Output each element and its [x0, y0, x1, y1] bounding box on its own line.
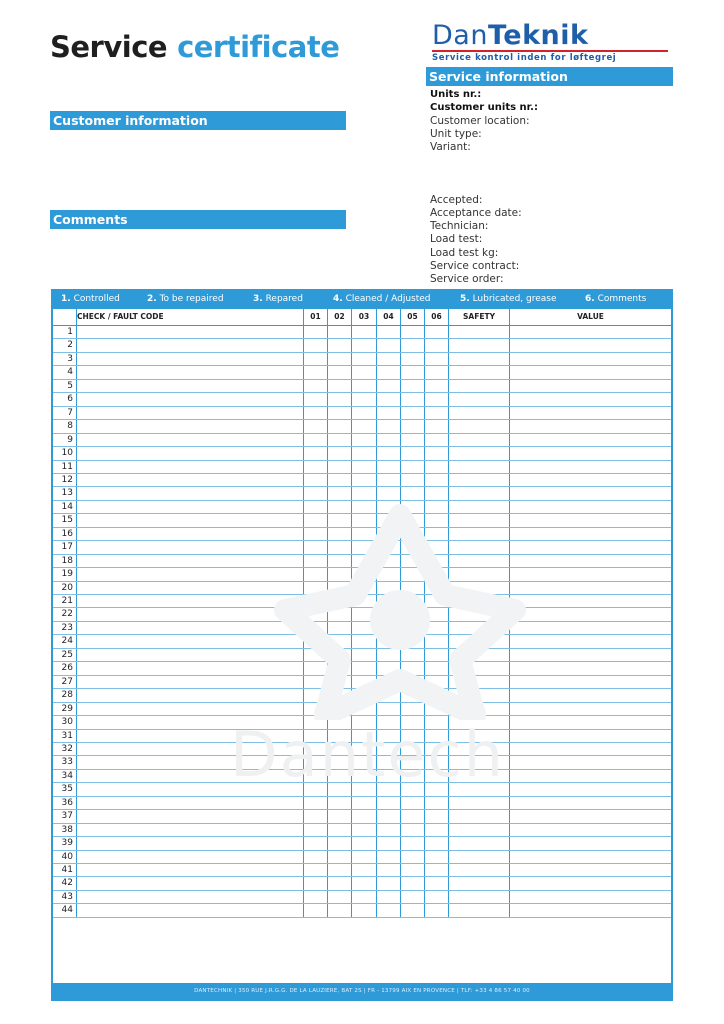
- table-row-divider: [53, 433, 671, 434]
- field-customer-location: Customer location:: [430, 115, 530, 127]
- table-row-divider: [53, 648, 671, 649]
- table-row-number: 41: [61, 865, 73, 875]
- table-column-divider: [351, 308, 352, 918]
- comments-heading: Comments: [50, 210, 346, 229]
- logo-tagline: Service kontrol inden for løftegrej: [432, 53, 617, 63]
- table-row-divider: [53, 850, 671, 851]
- table-row-divider: [53, 379, 671, 380]
- table-column-divider: [76, 308, 77, 918]
- table-row-divider: [53, 782, 671, 783]
- field-load-test-kg: Load test kg:: [430, 247, 499, 259]
- table-row-divider: [53, 863, 671, 864]
- table-row-divider: [53, 540, 671, 541]
- table-header-bottom-border: [53, 325, 671, 326]
- dan-teknik-logo: [432, 22, 672, 62]
- column-header-04: 04: [383, 312, 394, 321]
- table-row-divider: [53, 460, 671, 461]
- table-row-divider: [53, 903, 671, 904]
- column-header-06: 06: [431, 312, 442, 321]
- table-row-divider: [53, 513, 671, 514]
- table-row-divider: [53, 769, 671, 770]
- table-column-divider: [303, 308, 304, 918]
- table-row-number: 24: [61, 636, 73, 646]
- table-row-divider: [53, 876, 671, 877]
- table-row-divider: [53, 607, 671, 608]
- field-load-test: Load test:: [430, 233, 483, 245]
- legend-num: 1.: [61, 294, 71, 304]
- table-row-number: 10: [61, 448, 73, 458]
- table-row-divider: [53, 527, 671, 528]
- legend-item-comments: [585, 291, 646, 308]
- legend-num: 4.: [333, 294, 343, 304]
- table-row-divider: [53, 500, 671, 501]
- table-row-number: 39: [61, 838, 73, 848]
- column-header-01: 01: [310, 312, 321, 321]
- status-legend: [53, 291, 671, 308]
- table-row-divider: [53, 473, 671, 474]
- table-row-divider: [53, 338, 671, 339]
- legend-label: Repared: [265, 294, 303, 304]
- table-row-number: 15: [61, 515, 73, 525]
- table-row-number: 22: [61, 609, 73, 619]
- legend-label: Lubricated, grease: [472, 294, 557, 304]
- field-units-nr: Units nr.:: [430, 89, 482, 100]
- table-header-top-border: [53, 308, 671, 309]
- page-title: [50, 30, 339, 64]
- column-header-safety: SAFETY: [463, 312, 495, 321]
- legend-item-cleaned-adjusted: [333, 291, 431, 308]
- legend-num: 6.: [585, 294, 595, 304]
- table-row-number: 23: [61, 623, 73, 633]
- table-row-divider: [53, 352, 671, 353]
- checklist-table: [53, 308, 671, 918]
- table-row-number: 21: [61, 596, 73, 606]
- table-row-divider: [53, 446, 671, 447]
- table-row-number: 6: [67, 394, 73, 404]
- table-column-divider: [400, 308, 401, 918]
- table-column-divider: [376, 308, 377, 918]
- table-row-divider: [53, 917, 671, 918]
- table-row-number: 4: [67, 367, 73, 377]
- table-row-number: 38: [61, 825, 73, 835]
- table-row-number: 17: [61, 542, 73, 552]
- table-row-divider: [53, 594, 671, 595]
- table-row-number: 16: [61, 529, 73, 539]
- table-column-divider: [327, 308, 328, 918]
- table-row-number: 25: [61, 650, 73, 660]
- table-row-divider: [53, 486, 671, 487]
- title-word-service: Service: [50, 30, 168, 64]
- field-variant: Variant:: [430, 141, 471, 153]
- table-row-divider: [53, 567, 671, 568]
- table-row-number: 32: [61, 744, 73, 754]
- table-row-divider: [53, 365, 671, 366]
- table-row-number: 29: [61, 704, 73, 714]
- table-row-number: 20: [61, 583, 73, 593]
- table-row-number: 36: [61, 798, 73, 808]
- table-row-divider: [53, 688, 671, 689]
- table-row-number: 1: [67, 327, 73, 337]
- table-row-divider: [53, 634, 671, 635]
- table-column-divider: [424, 308, 425, 918]
- table-row-divider: [53, 742, 671, 743]
- field-acceptance-date: Acceptance date:: [430, 207, 522, 219]
- table-row-number: 5: [67, 381, 73, 391]
- table-row-number: 7: [67, 408, 73, 418]
- table-row-number: 35: [61, 784, 73, 794]
- title-word-certificate: certificate: [177, 30, 340, 64]
- table-row-number: 13: [61, 488, 73, 498]
- table-row-divider: [53, 890, 671, 891]
- table-row-divider: [53, 621, 671, 622]
- table-row-number: 11: [61, 462, 73, 472]
- logo-brand-part2: Teknik: [487, 20, 589, 51]
- column-header-value: VALUE: [577, 312, 604, 321]
- column-header-05: 05: [407, 312, 418, 321]
- table-row-number: 37: [61, 811, 73, 821]
- table-row-number: 12: [61, 475, 73, 485]
- table-row-number: 28: [61, 690, 73, 700]
- field-accepted: Accepted:: [430, 194, 483, 206]
- table-row-number: 43: [61, 892, 73, 902]
- column-header-check-fault-code: CHECK / FAULT CODE: [77, 312, 164, 321]
- table-row-number: 33: [61, 757, 73, 767]
- table-row-divider: [53, 755, 671, 756]
- field-service-order: Service order:: [430, 273, 504, 285]
- table-row-number: 18: [61, 556, 73, 566]
- table-row-divider: [53, 661, 671, 662]
- table-row-number: 31: [61, 731, 73, 741]
- field-customer-units-nr: Customer units nr.:: [430, 102, 538, 113]
- column-header-02: 02: [334, 312, 345, 321]
- table-row-divider: [53, 554, 671, 555]
- legend-item-repared: [253, 291, 303, 308]
- table-row-number: 40: [61, 852, 73, 862]
- table-row-number: 14: [61, 502, 73, 512]
- table-row-divider: [53, 729, 671, 730]
- table-row-number: 27: [61, 677, 73, 687]
- table-row-divider: [53, 419, 671, 420]
- table-column-divider: [509, 308, 510, 918]
- table-row-number: 3: [67, 354, 73, 364]
- table-row-number: 30: [61, 717, 73, 727]
- watermark-text: Dantech: [230, 718, 505, 791]
- table-row-number: 26: [61, 663, 73, 673]
- table-row-divider: [53, 809, 671, 810]
- legend-item-lubricated-grease: [460, 291, 557, 308]
- table-row-number: 44: [61, 905, 73, 915]
- legend-item-controlled: [61, 291, 120, 308]
- legend-label: Comments: [597, 294, 647, 304]
- table-row-number: 34: [61, 771, 73, 781]
- legend-item-to-be-repaired: [147, 291, 224, 308]
- footer-address: DANTECHNIK | 350 RUE J.R.G.G. DE LA LAUZIERE, BAT 2S | FR - 13799 AIX EN PROVENCE | TLF: +33 4 86 57 40 00: [53, 983, 671, 999]
- legend-num: 5.: [460, 294, 470, 304]
- table-row-divider: [53, 406, 671, 407]
- table-row-divider: [53, 392, 671, 393]
- table-row-number: 9: [67, 435, 73, 445]
- field-technician: Technician:: [430, 220, 489, 232]
- table-row-number: 2: [67, 340, 73, 350]
- table-row-divider: [53, 581, 671, 582]
- table-row-number: 42: [61, 878, 73, 888]
- table-row-divider: [53, 836, 671, 837]
- table-row-divider: [53, 823, 671, 824]
- legend-label: Cleaned / Adjusted: [345, 294, 431, 304]
- table-row-divider: [53, 675, 671, 676]
- field-unit-type: Unit type:: [430, 128, 482, 140]
- table-row-divider: [53, 715, 671, 716]
- column-header-03: 03: [358, 312, 370, 321]
- logo-brand: [432, 22, 672, 50]
- logo-brand-part1: Dan: [432, 20, 488, 51]
- table-row-number: 19: [61, 569, 73, 579]
- table-row-divider: [53, 796, 671, 797]
- field-service-contract: Service contract:: [430, 260, 520, 272]
- legend-num: 3.: [253, 294, 263, 304]
- table-row-number: 8: [67, 421, 73, 431]
- legend-num: 2.: [147, 294, 157, 304]
- service-information-heading: Service information: [426, 67, 673, 86]
- legend-label: Controlled: [73, 294, 120, 304]
- service-checklist-panel: [51, 289, 673, 1001]
- table-row-divider: [53, 702, 671, 703]
- legend-label: To be repaired: [159, 294, 224, 304]
- customer-information-heading: Customer information: [50, 111, 346, 130]
- table-column-divider: [448, 308, 449, 918]
